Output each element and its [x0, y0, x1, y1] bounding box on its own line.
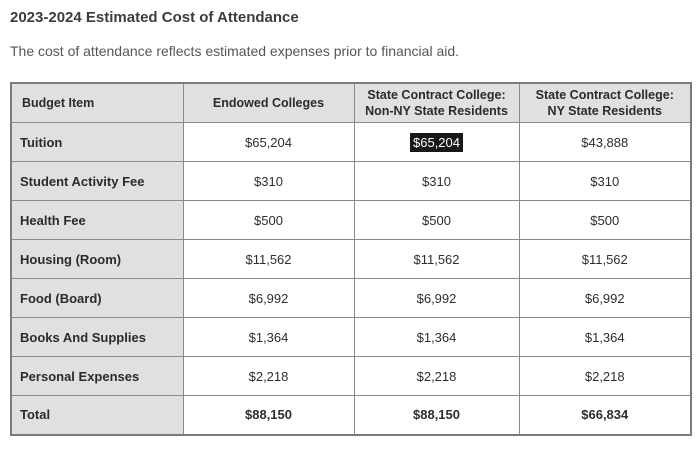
value-cell: $310 [354, 162, 519, 201]
value-cell: $500 [183, 201, 354, 240]
value-cell: $500 [519, 201, 691, 240]
value-cell: $6,992 [183, 279, 354, 318]
value-cell: $2,218 [183, 357, 354, 396]
value-cell: $6,992 [519, 279, 691, 318]
column-header-text: State Contract College: [367, 88, 506, 102]
value-cell: $1,364 [183, 318, 354, 357]
column-header-text: Endowed Colleges [212, 96, 325, 110]
value-cell: $500 [354, 201, 519, 240]
table-row-housing-room [11, 240, 691, 279]
value-cell: $1,364 [519, 318, 691, 357]
value-cell: $65,204 [183, 123, 354, 162]
row-label: Tuition [11, 123, 183, 162]
row-label: Health Fee [11, 201, 183, 240]
value-cell: $6,992 [354, 279, 519, 318]
value-cell: $88,150 [354, 396, 519, 435]
table-row-food-board [11, 279, 691, 318]
row-label: Books And Supplies [11, 318, 183, 357]
value-cell: $2,218 [519, 357, 691, 396]
column-header-state-contract-non-ny: State Contract College: Non-NY State Residents [354, 83, 519, 123]
column-header-text: Budget Item [22, 96, 95, 110]
value-cell: $11,562 [183, 240, 354, 279]
table-row-tuition [11, 123, 691, 162]
column-header-state-contract-ny: State Contract College: NY State Residents [519, 83, 691, 123]
row-label: Housing (Room) [11, 240, 183, 279]
value-cell: $11,562 [354, 240, 519, 279]
value-cell: $310 [183, 162, 354, 201]
row-label: Total [11, 396, 183, 435]
column-header-budget-item [11, 83, 183, 123]
selected-value-highlight[interactable]: $65,204 [410, 133, 463, 152]
value-cell: $310 [519, 162, 691, 201]
table-row-health-fee [11, 201, 691, 240]
value-cell: $43,888 [519, 123, 691, 162]
value-cell: $2,218 [354, 357, 519, 396]
value-cell: $88,150 [183, 396, 354, 435]
table-row-books-and-supplies [11, 318, 691, 357]
page-subtitle: The cost of attendance reflects estimated expenses prior to financial aid. [10, 43, 460, 59]
table-row-total [11, 396, 691, 435]
table-row-student-activity-fee [11, 162, 691, 201]
value-cell: $11,562 [519, 240, 691, 279]
table-row-personal-expenses [11, 357, 691, 396]
column-header-endowed-colleges [183, 83, 354, 123]
column-header-text: State Contract College: [535, 88, 674, 102]
page-title: 2023-2024 Estimated Cost of Attendance [10, 9, 299, 26]
row-label: Food (Board) [11, 279, 183, 318]
value-cell [354, 123, 519, 162]
value-cell: $1,364 [354, 318, 519, 357]
row-label: Personal Expenses [11, 357, 183, 396]
value-cell: $66,834 [519, 396, 691, 435]
table-header-row [11, 83, 691, 123]
row-label: Student Activity Fee [11, 162, 183, 201]
cost-of-attendance-table [10, 82, 692, 436]
